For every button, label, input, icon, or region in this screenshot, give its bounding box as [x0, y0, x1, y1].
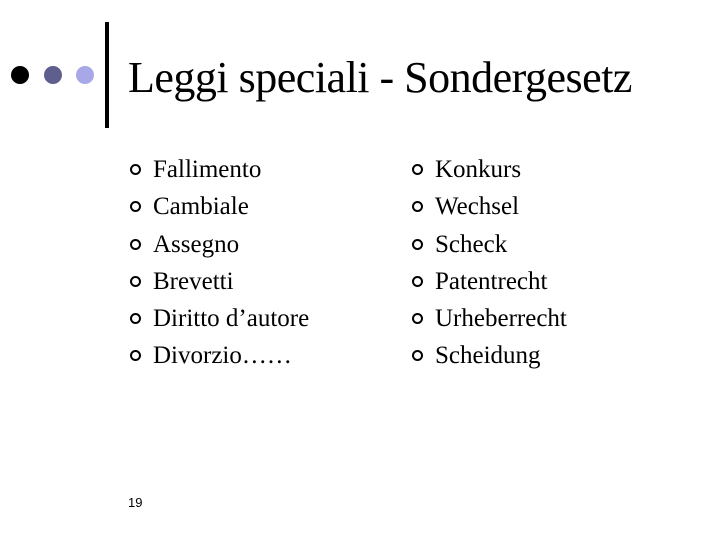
list-item-label: Divorzio……	[153, 342, 292, 370]
bullet-icon	[412, 239, 423, 250]
list-item-label: Scheck	[435, 230, 508, 258]
slide-title: Leggi speciali - Sondergesetz	[128, 53, 632, 102]
bullet-icon	[412, 350, 423, 361]
bullet-icon	[412, 164, 423, 175]
bullet-icon	[130, 276, 141, 287]
list-item	[412, 188, 567, 225]
list-item-label: Urheberrecht	[435, 305, 567, 333]
dot-medium	[44, 66, 62, 84]
list-item	[130, 337, 309, 374]
list-item	[412, 337, 567, 374]
list-item	[412, 300, 567, 337]
list-item-label: Fallimento	[153, 156, 262, 183]
list-item	[130, 188, 309, 225]
italian-terms-list	[130, 151, 309, 375]
bullet-icon	[412, 201, 423, 212]
list-item-label: Cambiale	[153, 193, 249, 221]
list-item	[412, 151, 567, 188]
german-terms-list	[412, 151, 567, 375]
bullet-icon	[412, 313, 423, 324]
list-item-label: Konkurs	[435, 156, 522, 183]
dot-dark	[11, 66, 29, 84]
list-item-label: Patentrecht	[435, 267, 548, 295]
list-item-label: Scheidung	[435, 342, 541, 370]
list-item	[130, 226, 309, 263]
bullet-icon	[130, 350, 141, 361]
list-item-label: Diritto d’autore	[153, 305, 310, 333]
list-item	[130, 300, 309, 337]
bullet-icon	[130, 313, 141, 324]
title-vertical-rule	[105, 22, 109, 128]
bullet-icon	[130, 164, 141, 175]
list-item-label: Assegno	[153, 230, 240, 258]
page-number: 19	[128, 495, 143, 510]
list-item	[412, 263, 567, 300]
list-item	[412, 226, 567, 263]
list-item	[130, 151, 309, 188]
bullet-icon	[412, 276, 423, 287]
list-item	[130, 263, 309, 300]
list-item-label: Brevetti	[153, 267, 234, 295]
list-item-label: Wechsel	[435, 193, 520, 221]
bullet-icon	[130, 239, 141, 250]
dot-light	[76, 66, 94, 84]
bullet-icon	[130, 201, 141, 212]
